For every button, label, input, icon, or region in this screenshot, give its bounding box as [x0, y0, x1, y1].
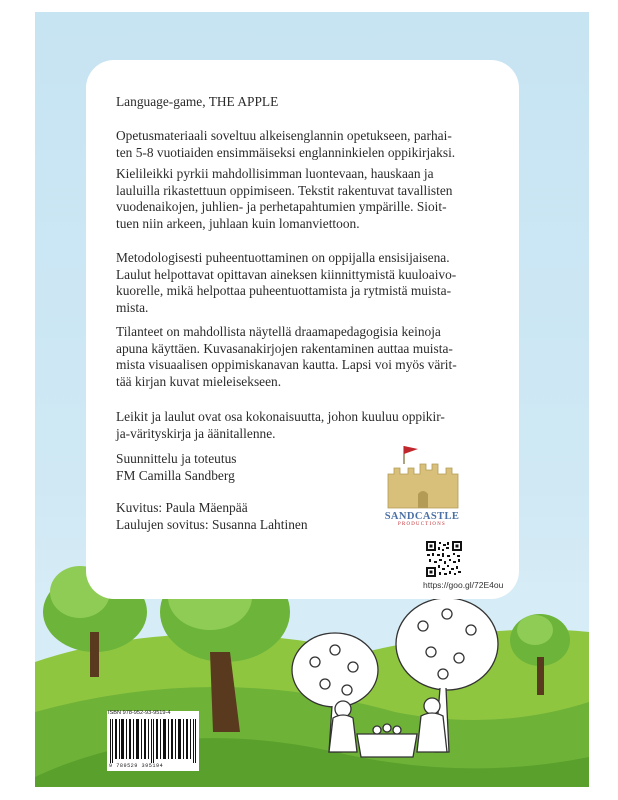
paragraph-5 — [116, 409, 508, 442]
paragraph-2 — [116, 166, 508, 232]
credit-line: Laulujen sovitus: Susanna Lahtinen — [116, 516, 308, 532]
isbn-barcode — [107, 711, 199, 771]
paragraph-line: mista visuaalisen oppimiskanavan kautta. Lapsi voi myös värit- — [116, 357, 457, 372]
barcode-bars — [108, 719, 198, 763]
credit-line: FM Camilla Sandberg — [116, 467, 235, 483]
qr-url-link[interactable]: https://goo.gl/72E4ou — [423, 580, 504, 590]
sandcastle-logo — [380, 444, 464, 526]
paragraph-4 — [116, 324, 508, 390]
paragraph-line: Kielileikki pyrkii mahdollisimman luontevaan, hauskaan ja — [116, 166, 434, 181]
paragraph-line: tuen niin arkeen, juhlaan kuin lomanviettoon. — [116, 215, 360, 231]
paragraph-line: Metodologisesti puheentuottaminen on oppijalla ensisijaisena. — [116, 250, 450, 265]
paragraph-line: apuna käyttäen. Kuvasanakirjojen rakentaminen auttaa muista- — [116, 340, 453, 356]
paragraph-line: Laulut helpottavat opittavan aineksen kiinnittymistä kuuloaivo- — [116, 266, 457, 282]
paragraph-line: tää kirjan kuvat mieleisekseen. — [116, 373, 282, 389]
publisher-name: SANDCASTLE — [384, 511, 460, 522]
book-title: Language-game, THE APPLE — [116, 94, 279, 109]
tree-right-trunk — [537, 657, 544, 695]
isbn-label: ISBN 978-952-93-9519-4 — [108, 710, 171, 716]
paragraph-3 — [116, 250, 508, 316]
paragraph-line: mista. — [116, 299, 149, 315]
paragraph-line: Opetusmateriaali soveltuu alkeisenglannin opetukseen, parhai- — [116, 128, 452, 143]
credit-line: Suunnittelu ja toteutus — [116, 451, 237, 466]
paragraph-line: ja-värityskirja ja äänitallenne. — [116, 425, 276, 441]
isbn-digits: 9 789529 395194 — [109, 763, 164, 769]
qr-code[interactable] — [426, 541, 462, 577]
paragraph-line: Tilanteet on mahdollista näytellä draamapedagogisia keinoja — [116, 324, 441, 339]
paragraph-line: kuorelle, mikä helpottaa puheentuottamista ja rytmistä muista- — [116, 283, 452, 298]
tree-left-trunk — [90, 632, 99, 677]
paragraph-line: lauluilla rikastettuun oppimiseen. Tekstit rakentuvat tavallisten — [116, 182, 453, 198]
paragraph-line: ten 5-8 vuotiaiden ensimmäiseksi englanninkielen oppikirjaksi. — [116, 144, 456, 160]
publisher-tagline: PRODUCTIONS — [398, 522, 446, 526]
credit-line: Kuvitus: Paula Mäenpää — [116, 500, 248, 515]
flag-icon — [404, 446, 418, 454]
paragraph-1 — [116, 128, 508, 161]
paragraph-line: vuodenaikojen, juhlien- ja perhetapahtumien ympärille. Sioit- — [116, 199, 447, 214]
paragraph-line: Leikit ja laulut ovat osa kokonaisuutta, johon kuuluu oppikir- — [116, 409, 445, 424]
